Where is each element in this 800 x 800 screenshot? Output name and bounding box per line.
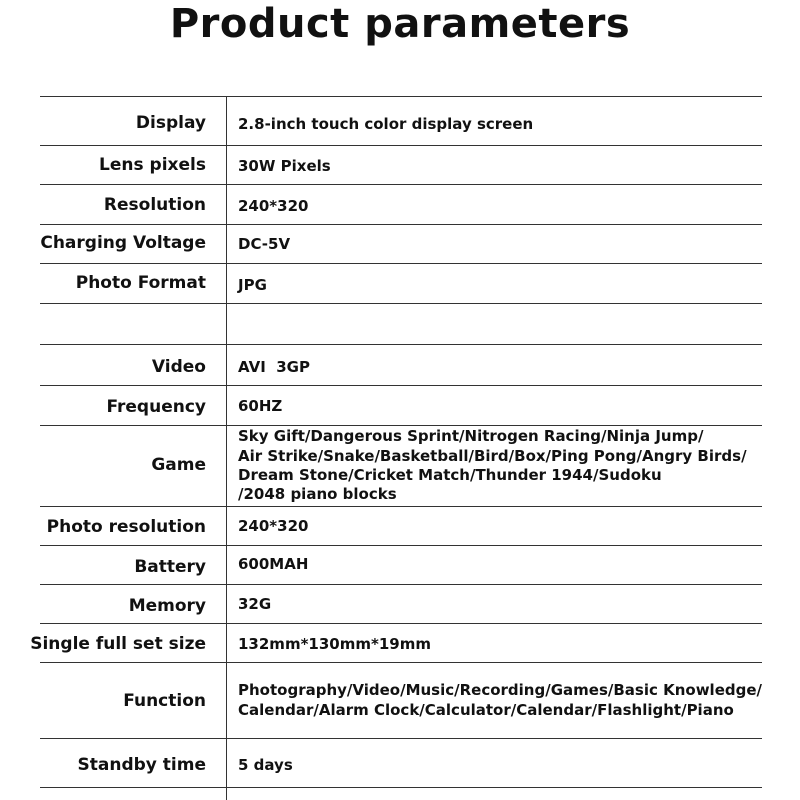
row-divider [40, 506, 762, 507]
row-label: Lens pixels [99, 155, 206, 175]
row-divider [40, 303, 762, 304]
row-divider [40, 224, 762, 225]
row-value-line: Dream Stone/Cricket Match/Thunder 1944/Sudoku [238, 466, 662, 484]
row-divider [40, 545, 762, 546]
row-value: 240*320 [238, 517, 309, 535]
row-label: Video [151, 357, 206, 377]
row-label: Memory [128, 596, 206, 616]
row-value: DC-5V [238, 235, 291, 253]
row-divider [40, 344, 762, 345]
row-label: Photo Format [75, 273, 206, 293]
row-divider [40, 184, 762, 185]
row-divider [40, 263, 762, 264]
row-label: Battery [134, 557, 206, 577]
row-value-line: Sky Gift/Dangerous Sprint/Nitrogen Racing/Ninja Jump/ [238, 427, 704, 445]
row-label: Game [151, 455, 206, 475]
row-value: 600MAH [238, 555, 309, 573]
row-value: AVI 3GP [238, 358, 310, 376]
row-value: 60HZ [238, 397, 283, 415]
row-divider [40, 584, 762, 585]
row-value-line: Air Strike/Snake/Basketball/Bird/Box/Ping Pong/Angry Birds/ [238, 447, 747, 465]
row-label: Frequency [106, 397, 206, 417]
row-value: 132mm*130mm*19mm [238, 635, 431, 653]
row-label: Single full set size [30, 634, 206, 654]
row-value: 32G [238, 595, 272, 613]
row-value-line: Photography/Video/Music/Recording/Games/Basic Knowledge/ [238, 681, 762, 699]
page-title: Product parameters [169, 1, 631, 47]
row-divider [40, 385, 762, 386]
row-value: 30W Pixels [238, 157, 331, 175]
row-value: 240*320 [238, 197, 309, 215]
row-label: Photo resolution [46, 517, 206, 537]
row-value: 2.8-inch touch color display screen [238, 115, 534, 133]
row-label: Display [135, 113, 206, 133]
row-label: Resolution [103, 195, 206, 215]
row-divider [40, 145, 762, 146]
row-value-line: Calendar/Alarm Clock/Calculator/Calendar/Flashlight/Piano [238, 701, 734, 719]
row-value: JPG [238, 276, 267, 294]
column-divider [226, 96, 227, 800]
row-label: Function [123, 691, 206, 711]
row-divider [40, 623, 762, 624]
row-divider [40, 738, 762, 739]
row-divider [40, 662, 762, 663]
row-divider [40, 96, 762, 97]
row-value-line: /2048 piano blocks [238, 485, 397, 503]
row-label: Charging Voltage [40, 233, 206, 253]
row-value: 5 days [238, 756, 293, 774]
row-label: Standby time [77, 755, 206, 775]
row-divider [40, 787, 762, 788]
